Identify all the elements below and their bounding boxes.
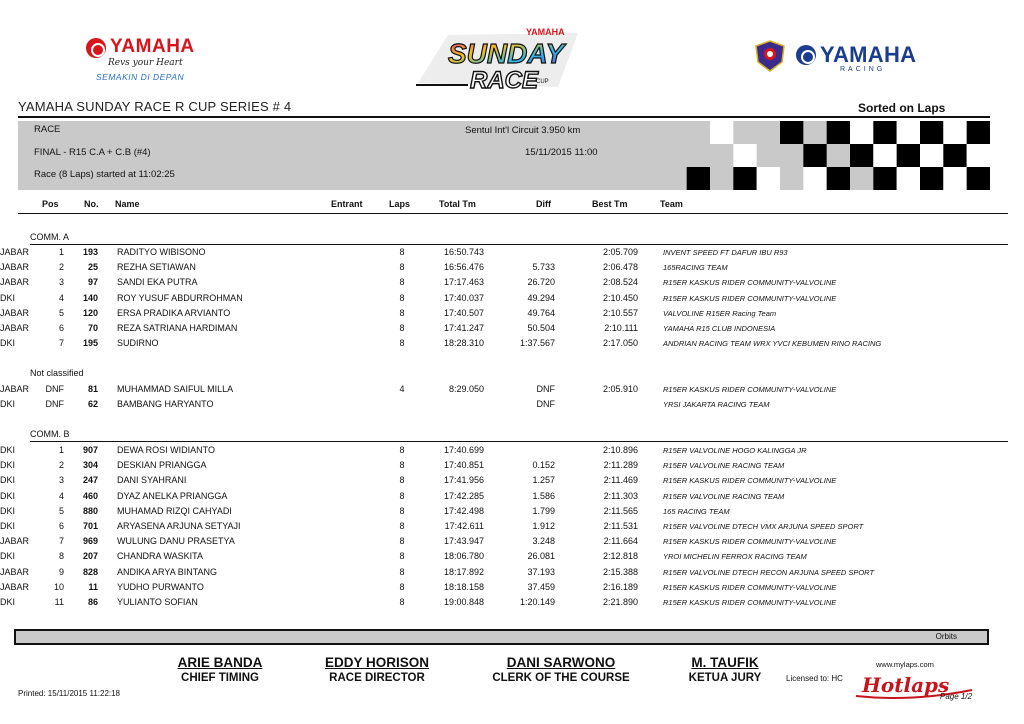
mylaps-url: www.mylaps.com (876, 660, 934, 669)
sorted-label: Sorted on Laps (858, 101, 946, 115)
cell-name: REZHA SETIAWAN (117, 262, 196, 273)
cell-pos: 4 (58, 292, 64, 303)
cell-entrant: DKI (0, 521, 16, 531)
cell-team: R15ER VALVOLINE HOGO KALINGGA JR (663, 446, 807, 455)
section-not-classified: Not classified (30, 368, 84, 378)
col-pos: Pos (42, 199, 59, 209)
signature-chief-timing (160, 655, 280, 684)
cell-entrant: JABAR (0, 384, 30, 394)
table-row (0, 567, 1024, 582)
table-row (0, 597, 1024, 612)
cell-no: 11 (88, 581, 98, 592)
cell-no: 304 (82, 460, 98, 471)
cell-diff: 49.294 (527, 292, 555, 303)
cell-total: 18:18.158 (443, 581, 484, 592)
cell-entrant: DKI (0, 338, 16, 349)
cell-name: RADITYO WIBISONO (117, 247, 206, 257)
col-laps: Laps (389, 199, 411, 209)
checkered-flag-graphic (640, 121, 990, 190)
race-start: Race (8 Laps) started at 11:02:25 (34, 169, 175, 180)
section-divider (30, 244, 1008, 245)
checker-square (967, 121, 990, 144)
cell-entrant: DKI (0, 490, 16, 501)
table-row (0, 491, 1024, 506)
race-datetime: 15/11/2015 11:00 (525, 147, 598, 158)
header-divider (18, 213, 1008, 214)
table-row (0, 460, 1024, 475)
cell-laps: 8 (399, 475, 405, 486)
checker-square (873, 121, 896, 144)
cell-name: REZA SATRIANA HARDIMAN (117, 323, 238, 333)
cell-team: INVENT SPEED FT DAFUR IBU R93 (663, 248, 788, 257)
table-row (0, 521, 1024, 536)
table-row (0, 262, 1024, 277)
cell-entrant: JABAR (0, 323, 30, 333)
cell-name: BAMBANG HARYANTO (117, 399, 214, 410)
cell-total: 17:41.956 (443, 475, 484, 486)
cell-laps: 8 (399, 292, 405, 303)
cell-pos: 7 (58, 338, 64, 349)
cell-no: 62 (87, 399, 98, 410)
cell-best: 2:17.050 (602, 338, 638, 349)
table-row (0, 384, 1024, 399)
table-row (0, 536, 1024, 551)
cell-team: R15ER VALVOLINE RACING TEAM (663, 491, 785, 501)
col-best: Best Tm (592, 199, 628, 209)
cell-entrant: JABAR (0, 277, 30, 288)
cell-no: 460 (82, 490, 98, 501)
cell-no: 969 (82, 536, 98, 547)
cell-laps: 8 (399, 262, 405, 273)
cell-best: 2:08.524 (602, 277, 638, 288)
col-name: Name (115, 199, 140, 209)
cell-entrant: JABAR (0, 536, 30, 547)
checker-square (780, 121, 803, 144)
cell-no: 907 (82, 445, 98, 455)
cell-total: 18:06.780 (443, 551, 484, 562)
cell-entrant: DKI (0, 445, 16, 455)
table-row (0, 323, 1024, 338)
cell-laps: 4 (399, 384, 405, 394)
cell-name: YUDHO PURWANTO (117, 581, 204, 592)
cell-team: VALVOLINE R15ER Racing Team (663, 308, 777, 318)
cell-diff: 1.912 (532, 521, 555, 531)
table-row (0, 551, 1024, 566)
section-comm-b: COMM. B (30, 429, 70, 439)
cell-best: 2:11.303 (603, 490, 638, 501)
cell-no: 81 (87, 384, 98, 394)
cell-laps: 8 (399, 536, 405, 547)
racing-wordmark: RACING (840, 66, 886, 73)
cell-pos: 8 (58, 551, 64, 562)
cell-best: 2:11.531 (603, 521, 638, 531)
cell-pos: 10 (53, 581, 64, 592)
cell-best: 2:11.469 (603, 475, 638, 486)
club-shield-icon (754, 40, 786, 72)
checker-square (943, 167, 966, 190)
checker-square (803, 167, 826, 190)
cell-team: R15ER KASKUS RIDER COMMUNITY-VALVOLINE (663, 293, 837, 303)
cell-laps: 8 (399, 490, 405, 501)
cell-total: 17:42.611 (444, 521, 484, 531)
cell-laps: 8 (399, 247, 405, 257)
checker-square (967, 167, 990, 190)
cell-diff: 3.248 (532, 536, 555, 547)
cell-diff: 1:37.567 (519, 338, 555, 349)
cell-no: 195 (82, 338, 98, 349)
cell-name: MUHAMMAD SAIFUL MILLA (117, 384, 234, 394)
yamaha-logo-left (86, 36, 198, 86)
cell-diff: 49.764 (527, 307, 555, 318)
checker-square (850, 144, 873, 167)
cell-pos: 4 (58, 490, 64, 501)
table-row (0, 506, 1024, 521)
table-row (0, 308, 1024, 323)
sunday-race-brand: YAMAHA (526, 27, 565, 37)
cell-total: 18:17.892 (443, 566, 484, 577)
cell-total: 17:40.699 (443, 445, 484, 455)
yamaha-racing-emblem-icon (796, 45, 816, 65)
event-name: FINAL - R15 C.A + C.B (#4) (34, 147, 151, 158)
cell-laps: 8 (399, 597, 405, 607)
cell-team: 165RACING TEAM (663, 263, 728, 273)
cell-laps: 8 (399, 581, 405, 592)
cell-name: DEWA ROSI WIDIANTO (117, 445, 216, 455)
revs-your-heart-tagline: Revs your Heart (108, 58, 183, 68)
cell-total: 18:28.310 (443, 338, 484, 349)
cell-team: R15ER VALVOLINE RACING TEAM (663, 461, 785, 471)
cell-team: R15ER KASKUS RIDER COMMUNITY-VALVOLINE (663, 598, 837, 607)
checker-square (850, 121, 873, 144)
checker-square (897, 167, 920, 190)
cell-total: 17:42.498 (443, 505, 484, 516)
signature-name: ARIE BANDA (177, 655, 263, 670)
cell-no: 880 (82, 505, 98, 516)
cell-diff: 1.257 (532, 475, 555, 486)
orbits-bar (14, 629, 989, 645)
table-row (0, 445, 1024, 460)
cell-total: 19:00.848 (443, 597, 484, 607)
cell-best: 2:10.896 (602, 445, 638, 455)
cell-team: R15ER KASKUS RIDER COMMUNITY-VALVOLINE (663, 476, 837, 486)
signature-race-director (310, 655, 444, 684)
signature-name: M. TAUFIK (691, 655, 759, 670)
cell-best: 2:16.189 (602, 581, 638, 592)
checker-square (920, 167, 943, 190)
cell-name: SANDI EKA PUTRA (117, 277, 198, 288)
cell-best: 2:10.111 (604, 323, 638, 333)
signature-role: KETUA JURY (688, 672, 762, 684)
cell-name: ANDIKA ARYA BINTANG (117, 566, 218, 577)
printed-timestamp: Printed: 15/11/2015 11:22:18 (18, 689, 121, 698)
cell-laps: 8 (399, 277, 405, 288)
cell-laps: 8 (399, 307, 405, 318)
checker-square (733, 167, 756, 190)
checker-square (897, 144, 920, 167)
table-row (0, 399, 1024, 414)
cell-entrant: JABAR (0, 307, 30, 318)
cell-laps: 8 (399, 445, 405, 455)
cell-best: 2:15.388 (602, 566, 638, 577)
cell-pos: 3 (58, 277, 64, 288)
race-word: RACE (470, 67, 539, 94)
sunday-word: SUNDAY (448, 38, 565, 69)
checker-square (943, 144, 966, 167)
checker-square (943, 121, 966, 144)
cell-team: ANDRIAN RACING TEAM WRX YVCI KEBUMEN RINO RACING (663, 339, 882, 349)
cell-no: 193 (82, 247, 98, 257)
cell-name: WULUNG DANU PRASETYA (117, 536, 235, 547)
cell-pos: 11 (54, 597, 64, 607)
cell-entrant: DKI (0, 551, 16, 562)
checker-square (967, 144, 990, 167)
cell-team: R15ER KASKUS RIDER COMMUNITY-VALVOLINE (663, 537, 837, 547)
cell-team: R15ER VALVOLINE DTECH RECON ARJUNA SPEED SPORT (663, 567, 875, 577)
cell-best: 2:11.664 (603, 536, 638, 547)
cell-best: 2:12.818 (602, 551, 638, 562)
table-row (0, 475, 1024, 490)
cell-entrant: DKI (0, 505, 16, 516)
cell-total: 17:42.285 (443, 490, 484, 501)
cell-entrant: DKI (0, 475, 16, 486)
cell-best: 2:21.890 (602, 597, 638, 607)
cell-no: 86 (87, 597, 98, 607)
signature-clerk-of-course (482, 655, 640, 684)
semakin-di-depan-tagline: SEMAKIN DI DEPAN (96, 72, 185, 82)
cell-diff: 26.081 (527, 551, 555, 562)
cell-total: 16:50.743 (443, 247, 484, 257)
col-team: Team (660, 199, 683, 209)
cell-laps: 8 (399, 521, 405, 531)
signature-name: EDDY HORISON (324, 655, 430, 670)
cell-best: 2:06.478 (602, 262, 638, 273)
cell-diff: 0.152 (532, 460, 555, 471)
cell-no: 25 (87, 262, 98, 273)
cell-pos: 2 (58, 262, 64, 273)
checker-square (803, 144, 826, 167)
cell-total: 17:17.463 (443, 277, 484, 288)
cell-no: 247 (82, 475, 98, 486)
cell-pos: 1 (58, 247, 64, 257)
signature-name: DANI SARWONO (506, 655, 616, 670)
cell-best: 2:05.910 (602, 384, 638, 394)
cell-team: 165 RACING TEAM (663, 506, 730, 516)
cell-entrant: DKI (0, 292, 16, 303)
cell-diff: 1.799 (532, 505, 555, 516)
table-row (0, 293, 1024, 308)
cell-pos: 1 (58, 445, 64, 455)
cell-best: 2:10.450 (602, 292, 638, 303)
cell-entrant: DKI (0, 399, 16, 410)
cell-name: DANI SYAHRANI (117, 475, 187, 486)
cell-no: 701 (82, 521, 98, 531)
checker-square (733, 144, 756, 167)
series-title: YAMAHA SUNDAY RACE R CUP SERIES # 4 (18, 99, 292, 114)
cell-laps: 8 (399, 551, 405, 562)
cell-name: DYAZ ANELKA PRIANGGA (117, 490, 228, 501)
cell-pos: 9 (58, 566, 64, 577)
cell-total: 17:40.037 (443, 292, 484, 303)
cell-entrant: DKI (0, 460, 16, 471)
cell-name: SUDIRNO (117, 338, 159, 349)
cell-team: R15ER KASKUS RIDER COMMUNITY-VALVOLINE (663, 385, 837, 394)
cell-team: R15ER KASKUS RIDER COMMUNITY-VALVOLINE (663, 582, 837, 592)
race-label: RACE (34, 124, 61, 135)
licensed-to: Licensed to: HC (786, 674, 843, 683)
checker-square (687, 167, 710, 190)
cell-total: 17:41.247 (443, 323, 484, 333)
yamaha-racing-wordmark: YAMAHA (820, 42, 917, 67)
cell-diff: 37.459 (527, 581, 555, 592)
cell-pos: DNF (45, 399, 64, 410)
col-total: Total Tm (439, 199, 476, 209)
cell-pos: 7 (58, 536, 64, 547)
cell-total: 16:56.476 (443, 262, 484, 273)
checker-square (920, 144, 943, 167)
cell-diff: 1.586 (532, 490, 555, 501)
cell-pos: 6 (58, 323, 64, 333)
checker-square (757, 167, 780, 190)
cell-pos: 5 (58, 307, 64, 318)
cell-diff: DNF (536, 384, 555, 394)
cell-laps: 8 (399, 505, 405, 516)
checker-square (710, 121, 733, 144)
cell-best: 2:10.557 (602, 307, 638, 318)
cell-diff: 37.193 (527, 566, 555, 577)
sunday-race-logo (408, 25, 588, 95)
orbits-label: Orbits (935, 632, 957, 641)
cell-total: 17:40.507 (443, 307, 484, 318)
cell-team: YAMAHA R15 CLUB INDONESIA (663, 324, 776, 333)
cell-entrant: JABAR (0, 262, 30, 273)
cell-laps: 8 (399, 460, 405, 471)
cell-no: 828 (82, 566, 98, 577)
cell-pos: 2 (58, 460, 64, 471)
cell-diff: 5.733 (532, 262, 555, 273)
cell-name: ERSA PRADIKA ARVIANTO (117, 307, 231, 318)
yamaha-wordmark: YAMAHA (110, 36, 195, 57)
cell-no: 120 (82, 307, 98, 318)
cell-pos: 3 (58, 475, 64, 486)
table-row (0, 582, 1024, 597)
checker-square (873, 144, 896, 167)
table-row (0, 338, 1024, 353)
cell-no: 140 (82, 292, 98, 303)
cell-best: 2:11.565 (603, 505, 638, 516)
signature-ketua-jury (676, 655, 774, 684)
cell-team: R15ER VALVOLINE DTECH VMX ARJUNA SPEED SPORT (663, 522, 864, 531)
cell-name: ROY YUSUF ABDURROHMAN (117, 292, 243, 303)
checker-square (920, 121, 943, 144)
cell-team: YRSI JAKARTA RACING TEAM (663, 400, 770, 410)
cell-team: R15ER KASKUS RIDER COMMUNITY-VALVOLINE (663, 278, 837, 288)
cell-laps: 8 (399, 566, 405, 577)
cell-entrant: JABAR (0, 566, 30, 577)
cell-laps: 8 (399, 338, 405, 349)
cell-diff: 50.504 (527, 323, 555, 333)
cell-entrant: DKI (0, 597, 16, 607)
table-row (0, 277, 1024, 292)
circuit-name: Sentul Int'l Circuit 3.950 km (465, 125, 581, 136)
col-entrant: Entrant (331, 199, 363, 209)
yamaha-tuning-fork-icon (86, 38, 106, 58)
cell-total: 17:43.947 (443, 536, 484, 547)
cell-name: ARYASENA ARJUNA SETYAJI (117, 521, 241, 531)
cell-pos: 6 (58, 521, 64, 531)
cell-name: MUHAMAD RIZQI CAHYADI (117, 505, 232, 516)
yamaha-racing-logo (754, 38, 917, 78)
cell-diff: DNF (536, 399, 555, 410)
cell-no: 207 (82, 551, 98, 562)
section-comm-a: COMM. A (30, 232, 70, 242)
cell-team: YROI MICHELIN FERROX RACING TEAM (663, 552, 807, 562)
signature-role: RACE DIRECTOR (329, 672, 425, 684)
table-row (0, 247, 1024, 262)
signature-role: CLERK OF THE COURSE (492, 672, 630, 684)
checker-square (897, 121, 920, 144)
cell-entrant: JABAR (0, 247, 30, 257)
results-header (18, 195, 1008, 213)
cell-name: YULIANTO SOFIAN (117, 597, 198, 607)
cell-pos: 5 (58, 505, 64, 516)
cell-no: 97 (87, 277, 98, 288)
cell-diff: 1:20.149 (519, 597, 555, 607)
cell-best: 2:11.289 (603, 460, 638, 471)
cell-laps: 8 (399, 323, 405, 333)
checker-square (873, 167, 896, 190)
cell-pos: DNF (45, 384, 64, 394)
page-number: Page 1/2 (940, 692, 973, 701)
checker-square (827, 121, 850, 144)
cell-no: 70 (87, 323, 98, 333)
col-no: No. (84, 199, 99, 209)
title-divider (18, 116, 990, 118)
cell-entrant: JABAR (0, 581, 30, 592)
cell-total: 17:40.851 (443, 460, 484, 471)
cup-mark: CUP (536, 79, 549, 85)
cell-diff: 26.720 (527, 277, 555, 288)
col-diff: Diff (536, 199, 551, 209)
signature-role: CHIEF TIMING (181, 672, 259, 684)
cell-name: DESKIAN PRIANGGA (117, 460, 207, 471)
cell-name: CHANDRA WASKITA (117, 551, 204, 562)
cell-best: 2:05.709 (602, 247, 638, 257)
cell-total: 8:29.050 (448, 384, 484, 394)
section-divider (30, 441, 1008, 442)
checker-square (827, 167, 850, 190)
hotlaps-wordmark: Hotlaps (862, 673, 950, 697)
